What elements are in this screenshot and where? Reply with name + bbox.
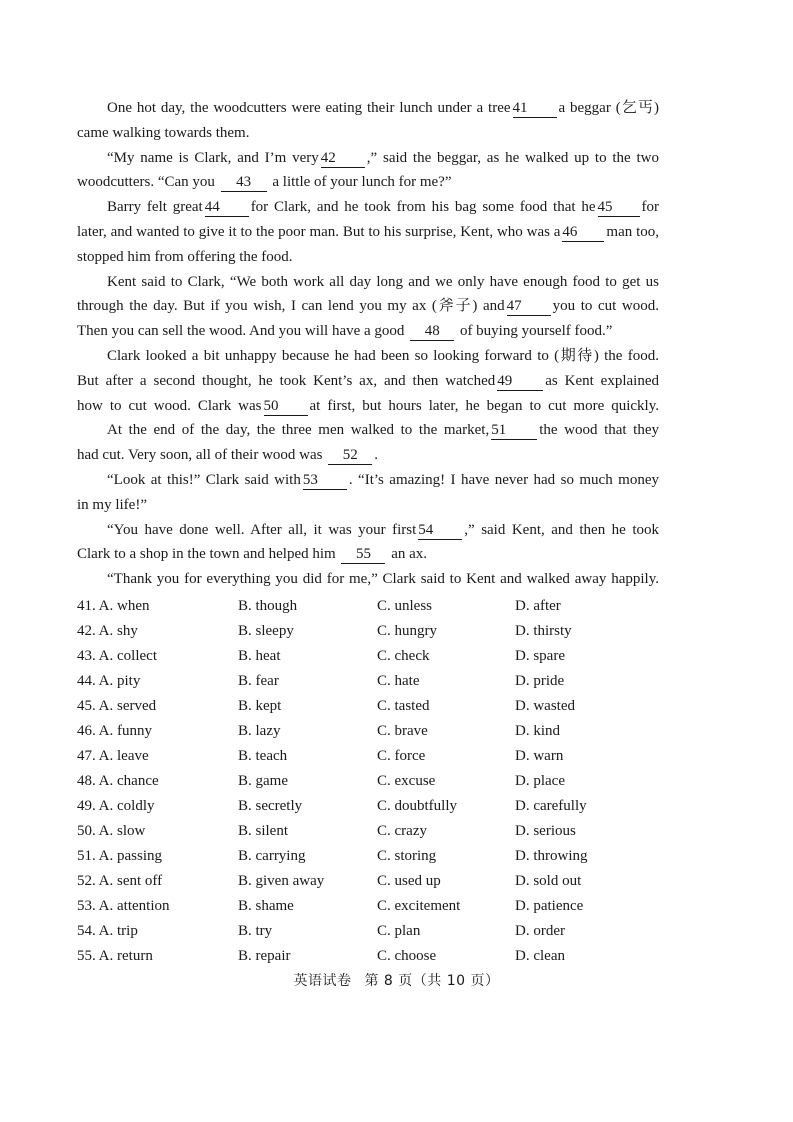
- option-b: B. game: [238, 773, 288, 789]
- passage-line: [77, 245, 659, 270]
- passage-line: [77, 418, 659, 443]
- answer-blank: 50: [264, 398, 308, 416]
- option-c: C. brave: [377, 723, 428, 739]
- answer-options: [77, 594, 677, 969]
- option-a: 54. A. trip: [77, 923, 138, 939]
- passage-text: “My name is Clark, and I’m very: [107, 149, 319, 166]
- option-c: C. excitement: [377, 898, 461, 914]
- option-d: D. after: [515, 598, 561, 614]
- passage-text: But after a second thought, he took Kent’s ax, and then watched: [77, 372, 496, 389]
- passage-text: Clark looked a bit unhappy because he had been so looking forward to (期待) the food.: [107, 347, 659, 364]
- option-c: C. unless: [377, 598, 433, 614]
- option-b: B. kept: [238, 698, 282, 714]
- option-a: 51. A. passing: [77, 848, 163, 864]
- option-d: D. warn: [515, 748, 564, 764]
- option-d: D. pride: [515, 673, 565, 689]
- option-d: D. kind: [515, 723, 560, 739]
- option-row: [77, 894, 677, 919]
- option-b: B. carrying: [238, 848, 306, 864]
- passage-text: had cut. Very soon, all of their wood was: [77, 447, 323, 464]
- option-c: C. choose: [377, 948, 437, 964]
- passage-text: an ax.: [391, 546, 428, 563]
- passage-text: of buying yourself food.”: [459, 323, 613, 340]
- option-row: [77, 844, 677, 869]
- option-row: [77, 744, 677, 769]
- answer-blank: 52: [328, 447, 372, 465]
- option-c: C. doubtfully: [377, 798, 458, 814]
- passage-line: [77, 96, 659, 121]
- passage-line: [77, 542, 659, 567]
- option-row: [77, 594, 677, 619]
- option-row: [77, 719, 677, 744]
- answer-blank: 54: [418, 522, 462, 540]
- option-b: B. sleepy: [238, 623, 294, 639]
- option-d: D. order: [515, 923, 565, 939]
- option-row: [77, 694, 677, 719]
- option-d: D. place: [515, 773, 565, 789]
- passage-text: Clark to a shop in the town and helped him: [77, 546, 336, 563]
- passage-text: ,” said the beggar, as he walked up to the two: [366, 149, 659, 166]
- option-a: 44. A. pity: [77, 673, 141, 689]
- option-c: C. used up: [377, 873, 441, 889]
- option-d: D. carefully: [515, 798, 587, 814]
- option-b: B. though: [238, 598, 298, 614]
- answer-blank: 53: [303, 472, 347, 490]
- option-d: D. spare: [515, 648, 565, 664]
- answer-blank: 46: [562, 224, 604, 242]
- option-a: 46. A. funny: [77, 723, 152, 739]
- answer-blank: 42: [321, 150, 365, 168]
- option-c: C. check: [377, 648, 430, 664]
- option-b: B. repair: [238, 948, 291, 964]
- answer-blank: 47: [507, 298, 551, 316]
- option-a: 45. A. served: [77, 698, 157, 714]
- passage-line: [77, 369, 659, 394]
- option-d: D. clean: [515, 948, 565, 964]
- option-row: [77, 869, 677, 894]
- passage-line: [77, 344, 659, 369]
- option-a: 50. A. slow: [77, 823, 146, 839]
- option-a: 52. A. sent off: [77, 873, 163, 889]
- answer-blank: 48: [410, 323, 454, 341]
- option-d: D. throwing: [515, 848, 588, 864]
- passage-text: . “It’s amazing! I have never had so much money: [348, 471, 659, 488]
- option-a: 42. A. shy: [77, 623, 138, 639]
- option-b: B. secretly: [238, 798, 303, 814]
- passage-line: [77, 294, 659, 319]
- option-a: 48. A. chance: [77, 773, 159, 789]
- option-row: [77, 669, 677, 694]
- option-b: B. shame: [238, 898, 294, 914]
- passage-line: [77, 319, 659, 344]
- passage-text: “You have done well. After all, it was your first: [107, 521, 417, 538]
- passage-line: [77, 195, 659, 220]
- passage-text: through the day. But if you wish, I can lend you my ax (斧子) and: [77, 298, 505, 315]
- passage-text: At the end of the day, the three men walked to the market,: [107, 422, 490, 439]
- option-row: [77, 769, 677, 794]
- answer-blank: 43: [221, 174, 267, 192]
- passage-text: ,” said Kent, and then he took: [464, 521, 659, 538]
- passage-text: for Clark, and he took from his bag some food that he: [250, 199, 596, 216]
- passage-text: .: [374, 447, 379, 464]
- option-d: D. sold out: [515, 873, 582, 889]
- passage-text: you to cut wood.: [552, 298, 660, 315]
- answer-blank: 44: [205, 199, 249, 217]
- option-b: B. given away: [238, 873, 325, 889]
- passage-text: came walking towards them.: [77, 124, 250, 141]
- passage-text: later, and wanted to give it to the poor man. But to his surprise, Kent, who was a: [77, 223, 561, 240]
- passage-line: [77, 270, 659, 295]
- option-a: 53. A. attention: [77, 898, 170, 914]
- page-footer: [0, 970, 793, 990]
- answer-blank: 41: [513, 100, 557, 118]
- option-a: 43. A. collect: [77, 648, 157, 664]
- option-c: C. excuse: [377, 773, 436, 789]
- passage-line: [77, 146, 659, 171]
- passage-line: [77, 493, 659, 518]
- passage-text: man too,: [606, 223, 659, 240]
- passage-text: Barry felt great: [107, 199, 203, 216]
- option-b: B. try: [238, 923, 273, 939]
- option-row: [77, 644, 677, 669]
- option-row: [77, 944, 677, 969]
- option-d: D. patience: [515, 898, 584, 914]
- passage-text: in my life!”: [77, 496, 147, 513]
- footer-page-number: 第 8 页（共 10 页）: [364, 973, 500, 989]
- passage-text: Then you can sell the wood. And you will have a good: [77, 323, 405, 340]
- option-a: 55. A. return: [77, 948, 153, 964]
- option-c: C. hungry: [377, 623, 437, 639]
- passage-line: [77, 394, 659, 419]
- option-row: [77, 919, 677, 944]
- option-b: B. silent: [238, 823, 289, 839]
- option-row: [77, 794, 677, 819]
- footer-subject: 英语试卷: [293, 973, 352, 989]
- option-a: 47. A. leave: [77, 748, 149, 764]
- passage-line: [77, 220, 659, 245]
- option-a: 41. A. when: [77, 598, 150, 614]
- passage-text: as Kent explained: [545, 372, 659, 389]
- option-c: C. tasted: [377, 698, 430, 714]
- passage-text: Kent said to Clark, “We both work all day long and we only have enough food to get us: [107, 273, 659, 290]
- option-c: C. hate: [377, 673, 420, 689]
- option-b: B. fear: [238, 673, 279, 689]
- option-b: B. heat: [238, 648, 281, 664]
- passage-line: [77, 443, 659, 468]
- passage-text: at first, but hours later, he began to cut more quickly.: [309, 397, 659, 414]
- option-d: D. wasted: [515, 698, 575, 714]
- option-c: C. force: [377, 748, 426, 764]
- passage-text: “Look at this!” Clark said with: [107, 471, 301, 488]
- option-a: 49. A. coldly: [77, 798, 155, 814]
- option-c: C. crazy: [377, 823, 427, 839]
- passage-line: [77, 567, 659, 592]
- passage-text: how to cut wood. Clark was: [77, 397, 262, 414]
- passage-text: the wood that they: [539, 422, 659, 439]
- passage-text: One hot day, the woodcutters were eating their lunch under a tree: [107, 100, 511, 116]
- passage-text: for: [641, 199, 659, 216]
- passage-text: a little of your lunch for me?”: [272, 174, 452, 191]
- option-d: D. serious: [515, 823, 576, 839]
- passage-line: [77, 518, 659, 543]
- option-c: C. storing: [377, 848, 437, 864]
- passage-text: woodcutters. “Can you: [77, 174, 215, 191]
- option-b: B. lazy: [238, 723, 281, 739]
- passage-line: [77, 468, 659, 493]
- option-c: C. plan: [377, 923, 421, 939]
- answer-blank: 45: [598, 199, 640, 217]
- answer-blank: 51: [491, 422, 537, 440]
- passage-line: [77, 170, 659, 195]
- passage-text: stopped him from offering the food.: [77, 248, 293, 265]
- passage-line: [77, 121, 659, 146]
- answer-blank: 49: [497, 373, 543, 391]
- passage-text: “Thank you for everything you did for me,” Clark said to Kent and walked away happily.: [107, 571, 659, 588]
- cloze-passage: [77, 96, 659, 592]
- option-b: B. teach: [238, 748, 288, 764]
- option-d: D. thirsty: [515, 623, 572, 639]
- option-row: [77, 619, 677, 644]
- option-row: [77, 819, 677, 844]
- passage-text: a beggar (乞丐): [558, 100, 659, 116]
- answer-blank: 55: [341, 546, 385, 564]
